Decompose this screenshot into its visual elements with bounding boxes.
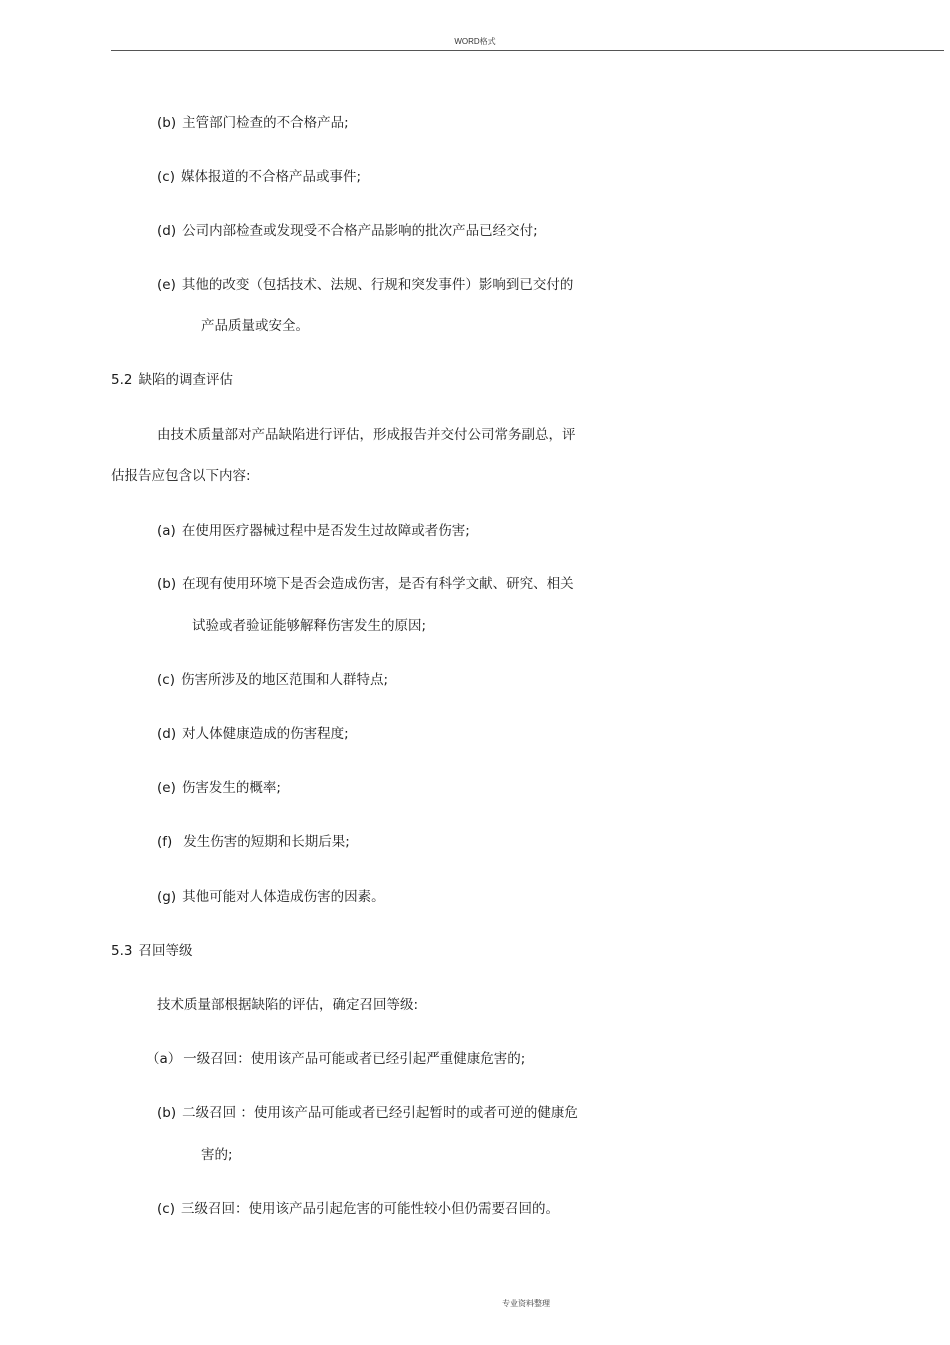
section-title: 召回等级 bbox=[138, 943, 193, 959]
list-marker: (f) bbox=[157, 834, 173, 850]
header-rule bbox=[111, 50, 944, 51]
list-marker: (b) bbox=[157, 576, 177, 592]
list-item bbox=[157, 168, 361, 186]
paragraph-line: 估报告应包含以下内容: bbox=[111, 468, 251, 484]
list-item-text: 主管部门检查的不合格产品; bbox=[182, 115, 349, 131]
list-marker: (e) bbox=[157, 277, 176, 293]
list-item-text: 三级召回：使用该产品引起危害的可能性较小但仍需要召回的。 bbox=[180, 1201, 559, 1217]
list-item bbox=[157, 276, 573, 294]
list-item-text: 媒体报道的不合格产品或事件; bbox=[180, 169, 362, 185]
list-item-text: 其他的改变（包括技术、法规、行规和突发事件）影响到已交付的 bbox=[181, 277, 574, 293]
list-item bbox=[157, 222, 538, 240]
list-marker: (b) bbox=[157, 1105, 177, 1121]
list-marker: (a) bbox=[157, 523, 176, 539]
list-item-text: 对人体健康造成的伤害程度; bbox=[182, 726, 349, 742]
section-heading bbox=[111, 942, 192, 960]
list-marker: (c) bbox=[157, 1201, 175, 1217]
list-item bbox=[157, 779, 281, 797]
list-item bbox=[157, 833, 350, 851]
list-item bbox=[146, 1050, 525, 1068]
list-item-text: 发生伤害的短期和长期后果; bbox=[183, 834, 350, 850]
list-marker: (g) bbox=[157, 889, 177, 905]
list-marker: (d) bbox=[157, 223, 177, 239]
list-item-text: 在现有使用环境下是否会造成伤害，是否有科学文献、研究、相关 bbox=[182, 576, 574, 592]
list-item bbox=[157, 671, 388, 689]
section-heading bbox=[111, 371, 233, 389]
list-marker: (d) bbox=[157, 726, 177, 742]
list-marker: (e) bbox=[157, 780, 176, 796]
list-item-text: 伤害发生的概率; bbox=[181, 780, 281, 796]
list-item-text: 二级召回 ：使用该产品可能或者已经引起暂时的或者可逆的健康危 bbox=[182, 1105, 578, 1121]
list-item-continuation: 产品质量或安全。 bbox=[201, 318, 309, 334]
list-item bbox=[157, 114, 349, 132]
list-item bbox=[157, 725, 349, 743]
list-item-text: 伤害所涉及的地区范围和人群特点; bbox=[180, 672, 389, 688]
section-number: 5.3 bbox=[111, 943, 133, 959]
paragraph-line: 由技术质量部对产品缺陷进行评估，形成报告并交付公司常务副总，评 bbox=[157, 427, 576, 443]
list-item bbox=[157, 522, 470, 540]
page-footer: 专业资料整理 bbox=[502, 1299, 550, 1308]
list-item bbox=[157, 1104, 578, 1122]
list-item-text: 在使用医疗器械过程中是否发生过故障或者伤害; bbox=[181, 523, 470, 539]
list-item-continuation: 试验或者验证能够解释伤害发生的原因; bbox=[192, 618, 427, 634]
list-item-text: 其他可能对人体造成伤害的因素。 bbox=[182, 889, 385, 905]
list-marker: (b) bbox=[157, 115, 177, 131]
list-marker: (c) bbox=[157, 169, 175, 185]
list-item bbox=[157, 575, 574, 593]
section-title: 缺陷的调查评估 bbox=[138, 372, 233, 388]
list-item bbox=[157, 1200, 559, 1218]
paragraph-line: 技术质量部根据缺陷的评估，确定召回等级: bbox=[157, 997, 419, 1013]
list-marker: （a） bbox=[146, 1051, 182, 1067]
page-header: WORD格式 bbox=[454, 37, 496, 46]
list-item-continuation: 害的; bbox=[201, 1147, 233, 1163]
list-item-text: 公司内部检查或发现受不合格产品影响的批次产品已经交付; bbox=[182, 223, 538, 239]
section-number: 5.2 bbox=[111, 372, 133, 388]
list-item-text: 一级召回：使用该产品可能或者已经引起严重健康危害的; bbox=[183, 1051, 526, 1067]
list-item bbox=[157, 888, 385, 906]
list-marker: (c) bbox=[157, 672, 175, 688]
